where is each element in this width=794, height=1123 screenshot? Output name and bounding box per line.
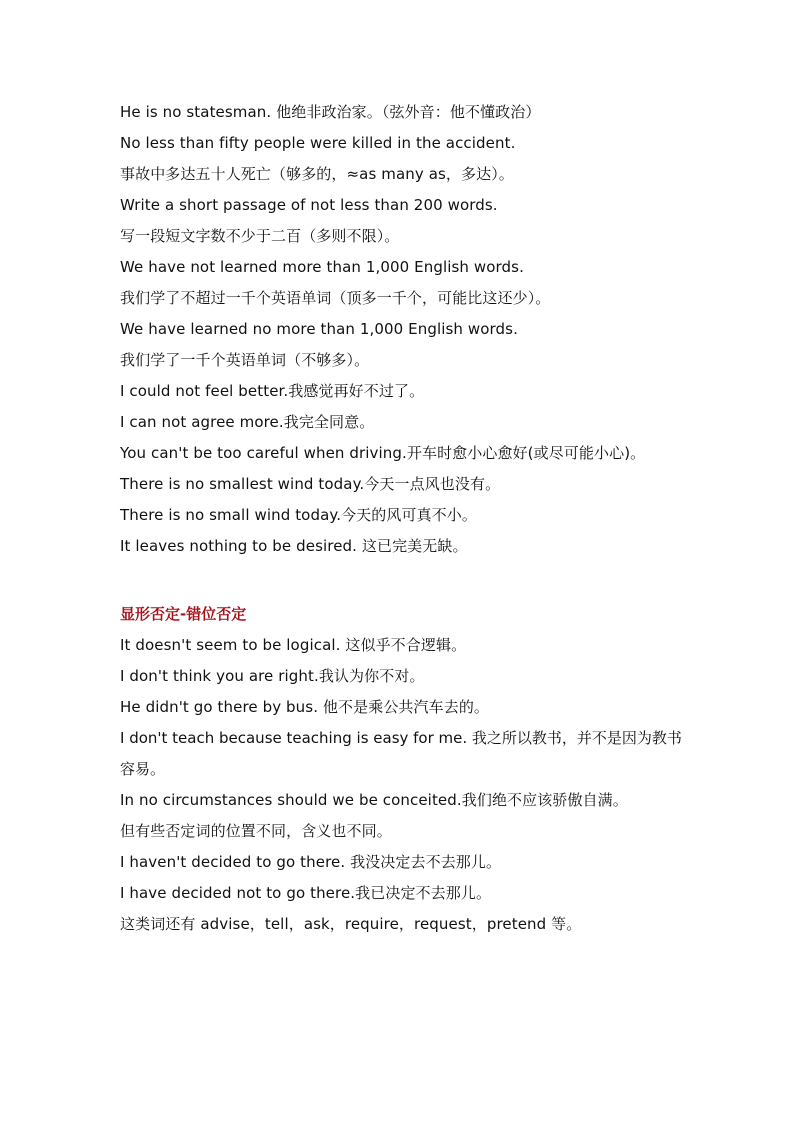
section-spacer [120, 562, 700, 599]
text-line: He is no statesman. 他绝非政治家。（弦外音：他不懂政治） [120, 103, 541, 121]
text-line: There is no small wind today.今天的风可真不小。 [120, 506, 477, 524]
text-line: 我们学了一千个英语单词（不够多）。 [120, 351, 370, 369]
text-line: I have decided not to go there.我已决定不去那儿。 [120, 884, 492, 902]
text-line: 写一段短文字数不少于二百（多则不限）。 [120, 227, 400, 245]
text-line: In no circumstances should we be conceited.我们绝不应该骄傲自满。 [120, 791, 628, 809]
section-heading: 显形否定-错位否定 [120, 605, 247, 623]
text-line: 这类词还有 advise，tell，ask，require，request，pretend 等。 [120, 915, 582, 933]
text-line: 但有些否定词的位置不同，含义也不同。 [120, 822, 392, 840]
text-line: No less than fifty people were killed in the accident. [120, 134, 516, 152]
text-line: It doesn't seem to be logical. 这似乎不合逻辑。 [120, 636, 467, 654]
text-line: It leaves nothing to be desired. 这已完美无缺。 [120, 537, 468, 555]
text-line: I can not agree more.我完全同意。 [120, 413, 375, 431]
text-line: He didn't go there by bus. 他不是乘公共汽车去的。 [120, 698, 490, 716]
text-line: We have not learned more than 1,000 English words. [120, 258, 524, 276]
text-line: Write a short passage of not less than 200 words. [120, 196, 498, 214]
text-line: I could not feel better.我感觉再好不过了。 [120, 382, 425, 400]
text-line-wrapped: I don't teach because teaching is easy for me. 我之所以教书，并不是因为教书容易。 [120, 729, 682, 778]
text-line: 我们学了不超过一千个英语单词（顶多一千个，可能比这还少）。 [120, 289, 551, 307]
text-line: I haven't decided to go there. 我没决定去不去那儿。 [120, 853, 502, 871]
text-line: We have learned no more than 1,000 English words. [120, 320, 518, 338]
text-line: You can't be too careful when driving.开车时愈小心愈好(或尽可能小心)。 [120, 444, 646, 462]
document-content [120, 97, 700, 940]
text-line: There is no smallest wind today.今天一点风也没有。 [120, 475, 501, 493]
text-line: 事故中多达五十人死亡（够多的，≈as many as，多达）。 [120, 165, 514, 183]
text-line: I don't think you are right.我认为你不对。 [120, 667, 425, 685]
